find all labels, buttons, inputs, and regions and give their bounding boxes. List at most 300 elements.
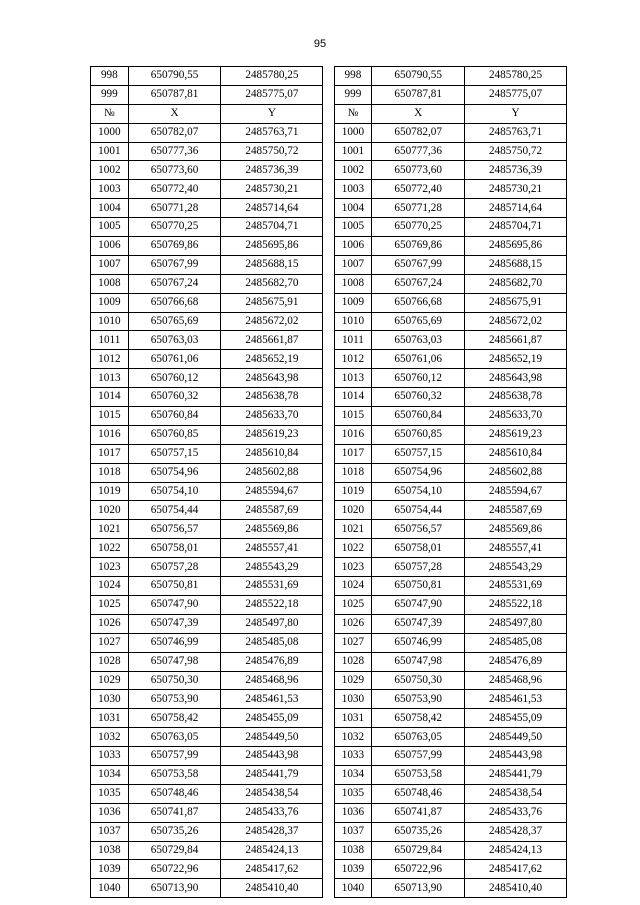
x-coordinate-cell: 650760,12 xyxy=(372,369,465,388)
y-coordinate-cell: 2485619,23 xyxy=(221,425,323,444)
y-coordinate-cell: 2485730,21 xyxy=(221,180,323,199)
column-gap xyxy=(323,652,334,671)
x-coordinate-cell: 650758,01 xyxy=(372,539,465,558)
point-number-cell: 1026 xyxy=(91,614,129,633)
table-row xyxy=(91,614,567,633)
table-row xyxy=(91,690,567,709)
point-number-cell: 1011 xyxy=(91,331,129,350)
point-number-cell: 1035 xyxy=(334,784,372,803)
y-coordinate-cell: 2485675,91 xyxy=(465,293,567,312)
y-coordinate-cell: 2485652,19 xyxy=(465,350,567,369)
table-row xyxy=(91,161,567,180)
x-coordinate-cell: 650765,69 xyxy=(372,312,465,331)
y-coordinate-cell: 2485455,09 xyxy=(221,709,323,728)
y-coordinate-cell: 2485531,69 xyxy=(221,577,323,596)
y-coordinate-cell: 2485643,98 xyxy=(465,369,567,388)
column-gap xyxy=(323,690,334,709)
point-number-cell: 1003 xyxy=(91,180,129,199)
x-coordinate-cell: 650758,42 xyxy=(372,709,465,728)
y-coordinate-cell: 2485602,88 xyxy=(465,463,567,482)
table-row xyxy=(91,293,567,312)
point-number-cell: 1034 xyxy=(334,765,372,784)
column-gap xyxy=(323,369,334,388)
y-coordinate-cell: 2485543,29 xyxy=(465,558,567,577)
y-coordinate-cell: 2485468,96 xyxy=(221,671,323,690)
x-coordinate-cell: 650770,25 xyxy=(372,218,465,237)
y-coordinate-cell: 2485672,02 xyxy=(221,312,323,331)
x-coordinate-cell: 650767,99 xyxy=(128,255,221,274)
x-coordinate-cell: 650766,68 xyxy=(372,293,465,312)
x-coordinate-cell: 650777,36 xyxy=(372,142,465,161)
y-coordinate-cell: 2485438,54 xyxy=(465,784,567,803)
point-number-cell: 1023 xyxy=(91,558,129,577)
column-gap xyxy=(323,747,334,766)
y-coordinate-cell: 2485602,88 xyxy=(221,463,323,482)
x-coordinate-cell: 650760,32 xyxy=(372,388,465,407)
x-coordinate-cell: 650767,24 xyxy=(128,274,221,293)
table-row xyxy=(91,784,567,803)
y-coordinate-cell: 2485424,13 xyxy=(221,841,323,860)
point-number-cell: 1015 xyxy=(334,407,372,426)
column-gap xyxy=(323,67,334,86)
point-number-cell: 1022 xyxy=(91,539,129,558)
table-row xyxy=(91,709,567,728)
point-number-cell: 1030 xyxy=(91,690,129,709)
point-number-cell: 1021 xyxy=(334,520,372,539)
point-number-cell: 1025 xyxy=(91,595,129,614)
table-row xyxy=(91,237,567,256)
y-coordinate-cell: 2485455,09 xyxy=(465,709,567,728)
point-number-cell: 1007 xyxy=(91,255,129,274)
table-row xyxy=(91,388,567,407)
x-coordinate-cell: 650747,90 xyxy=(372,595,465,614)
y-coordinate-cell: 2485780,25 xyxy=(221,67,323,86)
x-coordinate-cell: 650750,81 xyxy=(372,577,465,596)
point-number-cell: 1006 xyxy=(334,237,372,256)
header-x-cell: X xyxy=(372,104,465,123)
y-coordinate-cell: 2485417,62 xyxy=(465,860,567,879)
y-coordinate-cell: 2485438,54 xyxy=(221,784,323,803)
table-row xyxy=(91,331,567,350)
column-gap xyxy=(323,577,334,596)
x-coordinate-cell: 650756,57 xyxy=(372,520,465,539)
y-coordinate-cell: 2485569,86 xyxy=(221,520,323,539)
x-coordinate-cell: 650772,40 xyxy=(128,180,221,199)
point-number-cell: 1032 xyxy=(91,728,129,747)
x-coordinate-cell: 650747,39 xyxy=(128,614,221,633)
x-coordinate-cell: 650763,05 xyxy=(372,728,465,747)
point-number-cell: 1016 xyxy=(91,425,129,444)
y-coordinate-cell: 2485775,07 xyxy=(221,85,323,104)
x-coordinate-cell: 650741,87 xyxy=(372,803,465,822)
x-coordinate-cell: 650773,60 xyxy=(372,161,465,180)
column-gap xyxy=(323,388,334,407)
table-row xyxy=(91,652,567,671)
table-row xyxy=(91,595,567,614)
y-coordinate-cell: 2485522,18 xyxy=(221,595,323,614)
y-coordinate-cell: 2485775,07 xyxy=(465,85,567,104)
x-coordinate-cell: 650747,98 xyxy=(128,652,221,671)
x-coordinate-cell: 650771,28 xyxy=(128,199,221,218)
point-number-cell: 1030 xyxy=(334,690,372,709)
y-coordinate-cell: 2485441,79 xyxy=(465,765,567,784)
y-coordinate-cell: 2485750,72 xyxy=(465,142,567,161)
column-gap xyxy=(323,425,334,444)
point-number-cell: 1000 xyxy=(334,123,372,142)
point-number-cell: 1029 xyxy=(91,671,129,690)
y-coordinate-cell: 2485682,70 xyxy=(221,274,323,293)
table-row xyxy=(91,274,567,293)
y-coordinate-cell: 2485638,78 xyxy=(465,388,567,407)
y-coordinate-cell: 2485424,13 xyxy=(465,841,567,860)
x-coordinate-cell: 650765,69 xyxy=(128,312,221,331)
point-number-cell: 1022 xyxy=(334,539,372,558)
x-coordinate-cell: 650747,98 xyxy=(372,652,465,671)
y-coordinate-cell: 2485661,87 xyxy=(221,331,323,350)
column-gap xyxy=(323,180,334,199)
column-gap xyxy=(323,331,334,350)
x-coordinate-cell: 650772,40 xyxy=(372,180,465,199)
column-gap xyxy=(323,312,334,331)
y-coordinate-cell: 2485675,91 xyxy=(221,293,323,312)
column-gap xyxy=(323,595,334,614)
column-gap xyxy=(323,633,334,652)
x-coordinate-cell: 650757,28 xyxy=(372,558,465,577)
y-coordinate-cell: 2485688,15 xyxy=(221,255,323,274)
point-number-cell: 1003 xyxy=(334,180,372,199)
x-coordinate-cell: 650757,15 xyxy=(128,444,221,463)
y-coordinate-cell: 2485730,21 xyxy=(465,180,567,199)
point-number-cell: 1039 xyxy=(334,860,372,879)
x-coordinate-cell: 650760,84 xyxy=(128,407,221,426)
x-coordinate-cell: 650750,30 xyxy=(128,671,221,690)
x-coordinate-cell: 650760,84 xyxy=(372,407,465,426)
y-coordinate-cell: 2485763,71 xyxy=(221,123,323,142)
x-coordinate-cell: 650760,85 xyxy=(372,425,465,444)
column-gap xyxy=(323,501,334,520)
point-number-cell: 1032 xyxy=(334,728,372,747)
x-coordinate-cell: 650757,99 xyxy=(128,747,221,766)
point-number-cell: 1009 xyxy=(91,293,129,312)
y-coordinate-cell: 2485587,69 xyxy=(221,501,323,520)
point-number-cell: 1013 xyxy=(334,369,372,388)
x-coordinate-cell: 650761,06 xyxy=(128,350,221,369)
column-gap xyxy=(323,841,334,860)
x-coordinate-cell: 650747,39 xyxy=(372,614,465,633)
x-coordinate-cell: 650753,58 xyxy=(372,765,465,784)
point-number-cell: 1028 xyxy=(91,652,129,671)
y-coordinate-cell: 2485610,84 xyxy=(465,444,567,463)
x-coordinate-cell: 650735,26 xyxy=(128,822,221,841)
y-coordinate-cell: 2485763,71 xyxy=(465,123,567,142)
column-gap xyxy=(323,558,334,577)
table-row xyxy=(91,199,567,218)
y-coordinate-cell: 2485682,70 xyxy=(465,274,567,293)
x-coordinate-cell: 650748,46 xyxy=(128,784,221,803)
point-number-cell: 1001 xyxy=(91,142,129,161)
point-number-cell: 1021 xyxy=(91,520,129,539)
point-number-cell: 1020 xyxy=(91,501,129,520)
point-number-cell: 1023 xyxy=(334,558,372,577)
y-coordinate-cell: 2485569,86 xyxy=(465,520,567,539)
y-coordinate-cell: 2485652,19 xyxy=(221,350,323,369)
y-coordinate-cell: 2485704,71 xyxy=(221,218,323,237)
point-number-cell: 1027 xyxy=(334,633,372,652)
table-row xyxy=(91,350,567,369)
x-coordinate-cell: 650760,85 xyxy=(128,425,221,444)
column-gap xyxy=(323,255,334,274)
point-number-cell: 1018 xyxy=(334,463,372,482)
y-coordinate-cell: 2485476,89 xyxy=(221,652,323,671)
point-number-cell: 1001 xyxy=(334,142,372,161)
point-number-cell: 1010 xyxy=(91,312,129,331)
point-number-cell: 1004 xyxy=(91,199,129,218)
point-number-cell: 1002 xyxy=(334,161,372,180)
y-coordinate-cell: 2485643,98 xyxy=(221,369,323,388)
table-row xyxy=(91,558,567,577)
y-coordinate-cell: 2485704,71 xyxy=(465,218,567,237)
x-coordinate-cell: 650741,87 xyxy=(128,803,221,822)
y-coordinate-cell: 2485461,53 xyxy=(221,690,323,709)
point-number-cell: 1000 xyxy=(91,123,129,142)
point-number-cell: 1019 xyxy=(91,482,129,501)
column-gap xyxy=(323,123,334,142)
x-coordinate-cell: 650747,90 xyxy=(128,595,221,614)
point-number-cell: 1038 xyxy=(334,841,372,860)
table-row xyxy=(91,463,567,482)
coordinates-table-body xyxy=(91,67,567,898)
y-coordinate-cell: 2485633,70 xyxy=(221,407,323,426)
x-coordinate-cell: 650756,57 xyxy=(128,520,221,539)
point-number-cell: 998 xyxy=(334,67,372,86)
point-number-cell: 999 xyxy=(91,85,129,104)
y-coordinate-cell: 2485633,70 xyxy=(465,407,567,426)
point-number-cell: 999 xyxy=(334,85,372,104)
header-y-cell: Y xyxy=(465,104,567,123)
point-number-cell: 1026 xyxy=(334,614,372,633)
table-row xyxy=(91,255,567,274)
column-gap xyxy=(323,822,334,841)
y-coordinate-cell: 2485522,18 xyxy=(465,595,567,614)
x-coordinate-cell: 650754,96 xyxy=(128,463,221,482)
y-coordinate-cell: 2485449,50 xyxy=(221,728,323,747)
table-row xyxy=(91,407,567,426)
column-gap xyxy=(323,728,334,747)
y-coordinate-cell: 2485485,08 xyxy=(221,633,323,652)
x-coordinate-cell: 650769,86 xyxy=(372,237,465,256)
x-coordinate-cell: 650787,81 xyxy=(372,85,465,104)
y-coordinate-cell: 2485417,62 xyxy=(221,860,323,879)
x-coordinate-cell: 650713,90 xyxy=(372,879,465,898)
point-number-cell: 1014 xyxy=(91,388,129,407)
x-coordinate-cell: 650722,96 xyxy=(128,860,221,879)
table-row xyxy=(91,577,567,596)
x-coordinate-cell: 650758,01 xyxy=(128,539,221,558)
y-coordinate-cell: 2485433,76 xyxy=(221,803,323,822)
header-y-cell: Y xyxy=(221,104,323,123)
x-coordinate-cell: 650754,44 xyxy=(128,501,221,520)
y-coordinate-cell: 2485594,67 xyxy=(465,482,567,501)
point-number-cell: 1012 xyxy=(91,350,129,369)
column-gap xyxy=(323,199,334,218)
y-coordinate-cell: 2485476,89 xyxy=(465,652,567,671)
x-coordinate-cell: 650790,55 xyxy=(128,67,221,86)
column-gap xyxy=(323,293,334,312)
y-coordinate-cell: 2485531,69 xyxy=(465,577,567,596)
point-number-cell: 1005 xyxy=(334,218,372,237)
x-coordinate-cell: 650782,07 xyxy=(372,123,465,142)
point-number-cell: 1016 xyxy=(334,425,372,444)
point-number-cell: 1028 xyxy=(334,652,372,671)
x-coordinate-cell: 650754,10 xyxy=(128,482,221,501)
y-coordinate-cell: 2485428,37 xyxy=(221,822,323,841)
point-number-cell: 1009 xyxy=(334,293,372,312)
x-coordinate-cell: 650729,84 xyxy=(128,841,221,860)
y-coordinate-cell: 2485619,23 xyxy=(465,425,567,444)
x-coordinate-cell: 650767,24 xyxy=(372,274,465,293)
point-number-cell: 1005 xyxy=(91,218,129,237)
column-gap xyxy=(323,539,334,558)
x-coordinate-cell: 650746,99 xyxy=(128,633,221,652)
point-number-cell: 1002 xyxy=(91,161,129,180)
table-row xyxy=(91,671,567,690)
x-coordinate-cell: 650763,05 xyxy=(128,728,221,747)
x-coordinate-cell: 650729,84 xyxy=(372,841,465,860)
table-row xyxy=(91,520,567,539)
point-number-cell: 1007 xyxy=(334,255,372,274)
point-number-cell: 998 xyxy=(91,67,129,86)
column-gap xyxy=(323,85,334,104)
table-row xyxy=(91,123,567,142)
y-coordinate-cell: 2485433,76 xyxy=(465,803,567,822)
y-coordinate-cell: 2485485,08 xyxy=(465,633,567,652)
table-row xyxy=(91,633,567,652)
table-row xyxy=(91,539,567,558)
y-coordinate-cell: 2485557,41 xyxy=(221,539,323,558)
x-coordinate-cell: 650758,42 xyxy=(128,709,221,728)
y-coordinate-cell: 2485557,41 xyxy=(465,539,567,558)
y-coordinate-cell: 2485672,02 xyxy=(465,312,567,331)
point-number-cell: 1033 xyxy=(91,747,129,766)
y-coordinate-cell: 2485661,87 xyxy=(465,331,567,350)
y-coordinate-cell: 2485428,37 xyxy=(465,822,567,841)
column-gap xyxy=(323,218,334,237)
table-row xyxy=(91,803,567,822)
x-coordinate-cell: 650763,03 xyxy=(372,331,465,350)
header-number-cell: № xyxy=(334,104,372,123)
point-number-cell: 1035 xyxy=(91,784,129,803)
table-header-row xyxy=(91,104,567,123)
y-coordinate-cell: 2485695,86 xyxy=(465,237,567,256)
x-coordinate-cell: 650754,10 xyxy=(372,482,465,501)
point-number-cell: 1034 xyxy=(91,765,129,784)
point-number-cell: 1010 xyxy=(334,312,372,331)
y-coordinate-cell: 2485695,86 xyxy=(221,237,323,256)
column-gap xyxy=(323,482,334,501)
y-coordinate-cell: 2485410,40 xyxy=(465,879,567,898)
x-coordinate-cell: 650777,36 xyxy=(128,142,221,161)
y-coordinate-cell: 2485610,84 xyxy=(221,444,323,463)
point-number-cell: 1006 xyxy=(91,237,129,256)
header-x-cell: X xyxy=(128,104,221,123)
table-row xyxy=(91,879,567,898)
column-gap xyxy=(323,671,334,690)
table-row xyxy=(91,444,567,463)
x-coordinate-cell: 650746,99 xyxy=(372,633,465,652)
x-coordinate-cell: 650748,46 xyxy=(372,784,465,803)
point-number-cell: 1037 xyxy=(334,822,372,841)
column-gap xyxy=(323,104,334,123)
table-row xyxy=(91,482,567,501)
y-coordinate-cell: 2485714,64 xyxy=(221,199,323,218)
point-number-cell: 1011 xyxy=(334,331,372,350)
x-coordinate-cell: 650757,28 xyxy=(128,558,221,577)
x-coordinate-cell: 650753,90 xyxy=(128,690,221,709)
table-row xyxy=(91,860,567,879)
point-number-cell: 1039 xyxy=(91,860,129,879)
table-row xyxy=(91,728,567,747)
table-row xyxy=(91,67,567,86)
point-number-cell: 1025 xyxy=(334,595,372,614)
y-coordinate-cell: 2485497,80 xyxy=(465,614,567,633)
point-number-cell: 1027 xyxy=(91,633,129,652)
x-coordinate-cell: 650760,32 xyxy=(128,388,221,407)
x-coordinate-cell: 650757,15 xyxy=(372,444,465,463)
column-gap xyxy=(323,879,334,898)
point-number-cell: 1038 xyxy=(91,841,129,860)
y-coordinate-cell: 2485543,29 xyxy=(221,558,323,577)
column-gap xyxy=(323,520,334,539)
point-number-cell: 1008 xyxy=(91,274,129,293)
point-number-cell: 1017 xyxy=(334,444,372,463)
y-coordinate-cell: 2485443,98 xyxy=(465,747,567,766)
x-coordinate-cell: 650750,30 xyxy=(372,671,465,690)
x-coordinate-cell: 650782,07 xyxy=(128,123,221,142)
point-number-cell: 1012 xyxy=(334,350,372,369)
x-coordinate-cell: 650735,26 xyxy=(372,822,465,841)
page-number: 95 xyxy=(313,38,327,50)
column-gap xyxy=(323,614,334,633)
x-coordinate-cell: 650757,99 xyxy=(372,747,465,766)
column-gap xyxy=(323,444,334,463)
x-coordinate-cell: 650767,99 xyxy=(372,255,465,274)
y-coordinate-cell: 2485410,40 xyxy=(221,879,323,898)
table-row xyxy=(91,501,567,520)
y-coordinate-cell: 2485714,64 xyxy=(465,199,567,218)
point-number-cell: 1024 xyxy=(91,577,129,596)
column-gap xyxy=(323,274,334,293)
y-coordinate-cell: 2485736,39 xyxy=(221,161,323,180)
point-number-cell: 1040 xyxy=(91,879,129,898)
table-row xyxy=(91,765,567,784)
column-gap xyxy=(323,463,334,482)
table-row xyxy=(91,841,567,860)
y-coordinate-cell: 2485441,79 xyxy=(221,765,323,784)
x-coordinate-cell: 650763,03 xyxy=(128,331,221,350)
x-coordinate-cell: 650770,25 xyxy=(128,218,221,237)
column-gap xyxy=(323,142,334,161)
coordinates-table xyxy=(90,66,567,898)
x-coordinate-cell: 650713,90 xyxy=(128,879,221,898)
point-number-cell: 1017 xyxy=(91,444,129,463)
point-number-cell: 1033 xyxy=(334,747,372,766)
point-number-cell: 1004 xyxy=(334,199,372,218)
point-number-cell: 1037 xyxy=(91,822,129,841)
point-number-cell: 1008 xyxy=(334,274,372,293)
column-gap xyxy=(323,860,334,879)
x-coordinate-cell: 650753,90 xyxy=(372,690,465,709)
point-number-cell: 1029 xyxy=(334,671,372,690)
